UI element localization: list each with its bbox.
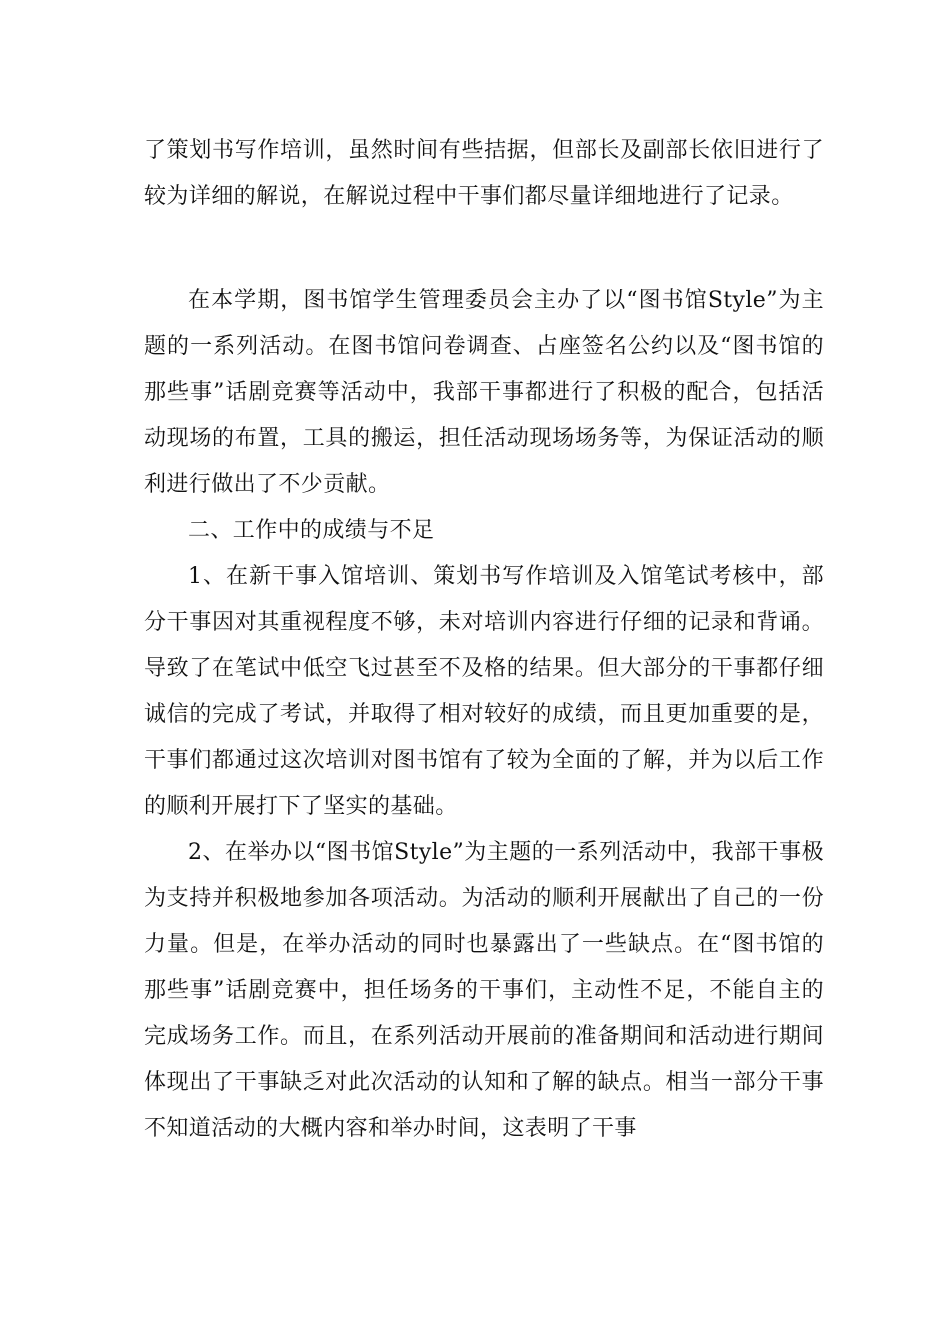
paragraph-activities: 在本学期，图书馆学生管理委员会主办了以“图书馆Style”为主题的一系列活动。在图书馆问卷调查、占座签名公约以及“图书馆的那些事”话剧竞赛等活动中，我部干事都进行了积极的配合，包括活动现场的布置，工具的搬运，担任活动现场场务等，为保证活动的顺利进行做出了不少贡献。: [144, 288, 824, 497]
section-heading-achievements: 二、工作中的成绩与不足: [188, 518, 435, 543]
continuation-paragraph: 了策划书写作培训，虽然时间有些拮据，但部长及副部长依旧进行了较为详细的解说，在解说过程中干事们都尽量详细地进行了记录。: [144, 138, 824, 209]
body-block: [144, 278, 824, 1152]
paragraph-point-2: 2、在举办以“图书馆Style”为主题的一系列活动中，我部干事极为支持并积极地参加各项活动。为活动的顺利开展献出了自己的一份力量。但是，在举办活动的同时也暴露出了一些缺点。在“图书馆的那些事”话剧竞赛中，担任场务的干事们，主动性不足，不能自主的完成场务工作。而且，在系列活动开展前的准备期间和活动进行期间体现出了干事缺乏对此次活动的认知和了解的缺点。相当一部分干事不知道活动的大概内容和举办时间，这表明了干事: [144, 840, 824, 1141]
continuation-block: [144, 128, 824, 220]
paragraph-point-1: 1、在新干事入馆培训、策划书写作培训及入馆笔试考核中，部分干事因对其重视程度不够，未对培训内容进行仔细的记录和背诵。导致了在笔试中低空飞过甚至不及格的结果。但大部分的干事都仔细诚信的完成了考试，并取得了相对较好的成绩，而且更加重要的是，干事们都通过这次培训对图书馆有了较为全面的了解，并为以后工作的顺利开展打下了坚实的基础。: [144, 564, 824, 819]
